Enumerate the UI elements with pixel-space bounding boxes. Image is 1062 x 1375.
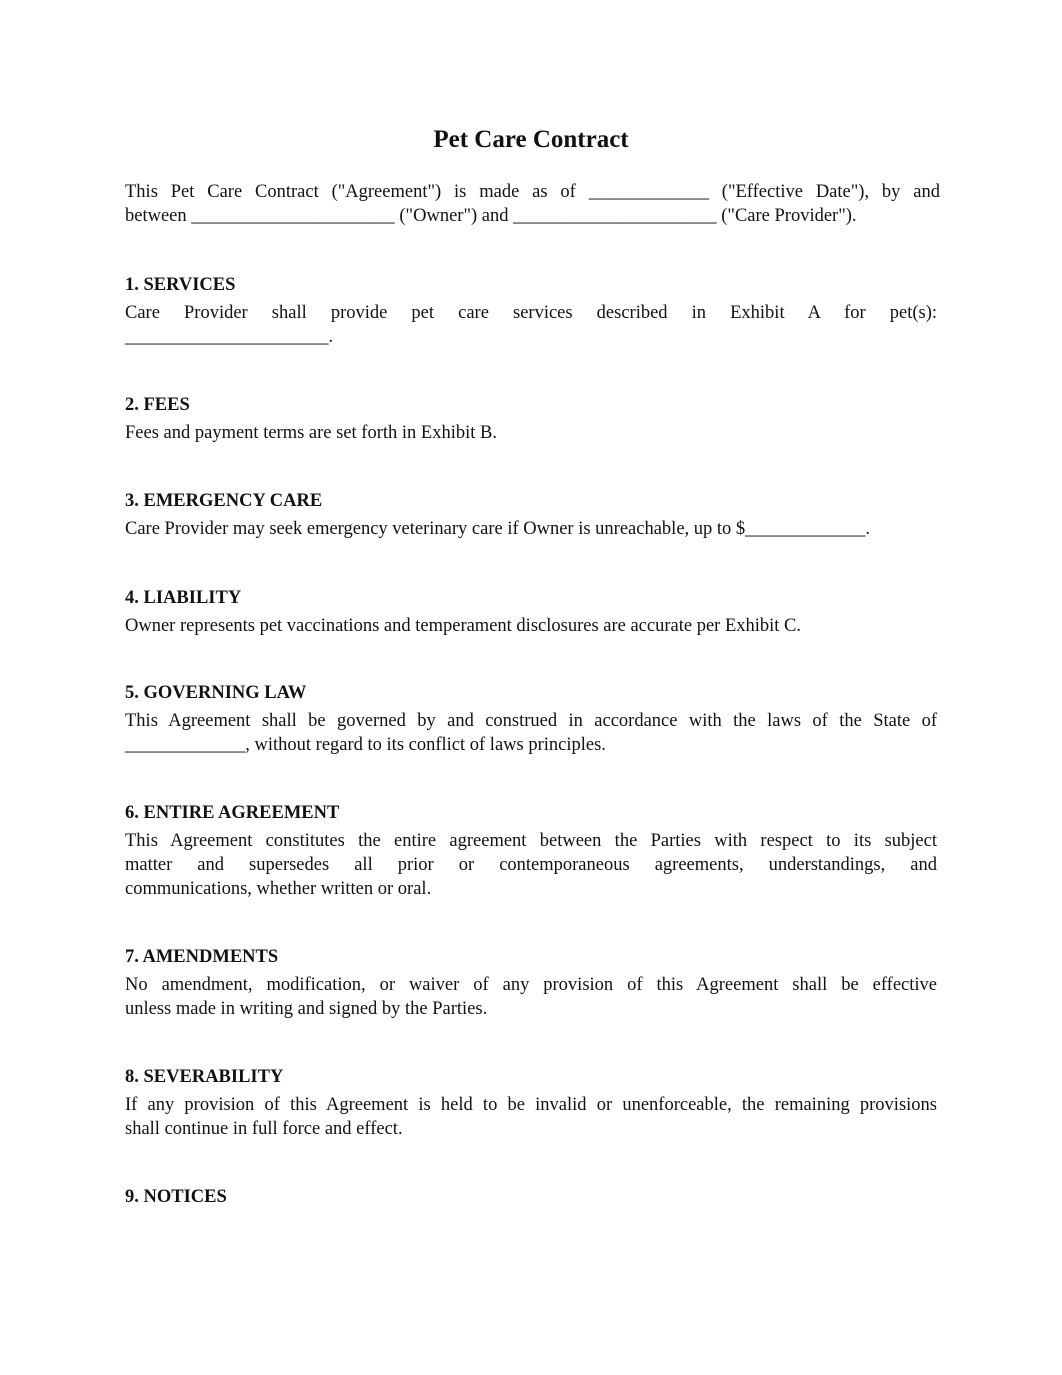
section-heading: 3. EMERGENCY CARE (125, 491, 323, 511)
intro-line-1: This Pet Care Contract ("Agreement") is made as of _____________ ("Effective Date"), by and (125, 182, 940, 202)
section-body (125, 614, 937, 638)
section-line: unless made in writing and signed by the Parties. (125, 999, 488, 1019)
section-heading: 2. FEES (125, 395, 190, 415)
intro-line-2: between ______________________ ("Owner") and ______________________ ("Care Provider"). (125, 206, 857, 226)
section-amendments (125, 945, 937, 1021)
section-line: No amendment, modification, or waiver of any provision of this Agreement shall be effective (125, 975, 937, 995)
section-line: ______________________. (125, 327, 334, 347)
section-line: _____________, without regard to its conflict of laws principles. (125, 735, 606, 755)
section-heading: 5. GOVERNING LAW (125, 683, 307, 703)
document-title: Pet Care Contract (433, 126, 629, 153)
section-line: Fees and payment terms are set forth in Exhibit B. (125, 423, 497, 443)
section-heading: 1. SERVICES (125, 275, 236, 295)
section-body (125, 301, 937, 349)
section-heading: 4. LIABILITY (125, 588, 242, 608)
section-line: communications, whether written or oral. (125, 879, 432, 899)
section-body (125, 517, 937, 541)
section-emergency-care (125, 489, 937, 541)
intro-paragraph (125, 180, 940, 228)
section-services (125, 273, 937, 349)
section-heading: 7. AMENDMENTS (125, 947, 279, 967)
section-heading: 8. SEVERABILITY (125, 1067, 284, 1087)
section-entire-agreement (125, 801, 937, 901)
section-body (125, 421, 937, 445)
section-line: shall continue in full force and effect. (125, 1119, 403, 1139)
section-line: If any provision of this Agreement is held to be invalid or unenforceable, the remaining provisions (125, 1095, 937, 1115)
section-line: This Agreement constitutes the entire agreement between the Parties with respect to its subject (125, 831, 937, 851)
section-body (125, 973, 937, 1021)
section-body (125, 1093, 937, 1141)
section-heading: 6. ENTIRE AGREEMENT (125, 803, 340, 823)
section-line: matter and supersedes all prior or contemporaneous agreements, understandings, and (125, 855, 937, 875)
section-liability (125, 586, 937, 638)
section-governing-law (125, 681, 937, 757)
section-severability (125, 1065, 937, 1141)
section-line: Owner represents pet vaccinations and temperament disclosures are accurate per Exhibit C. (125, 616, 802, 636)
section-line: Care Provider may seek emergency veterinary care if Owner is unreachable, up to $_____________. (125, 519, 871, 539)
section-line: Care Provider shall provide pet care services described in Exhibit A for pet(s): (125, 303, 937, 323)
section-body (125, 709, 937, 757)
section-fees (125, 393, 937, 445)
section-body (125, 829, 937, 901)
section-heading: 9. NOTICES (125, 1187, 227, 1207)
section-line: This Agreement shall be governed by and construed in accordance with the laws of the State of (125, 711, 937, 731)
section-notices (125, 1185, 937, 1213)
